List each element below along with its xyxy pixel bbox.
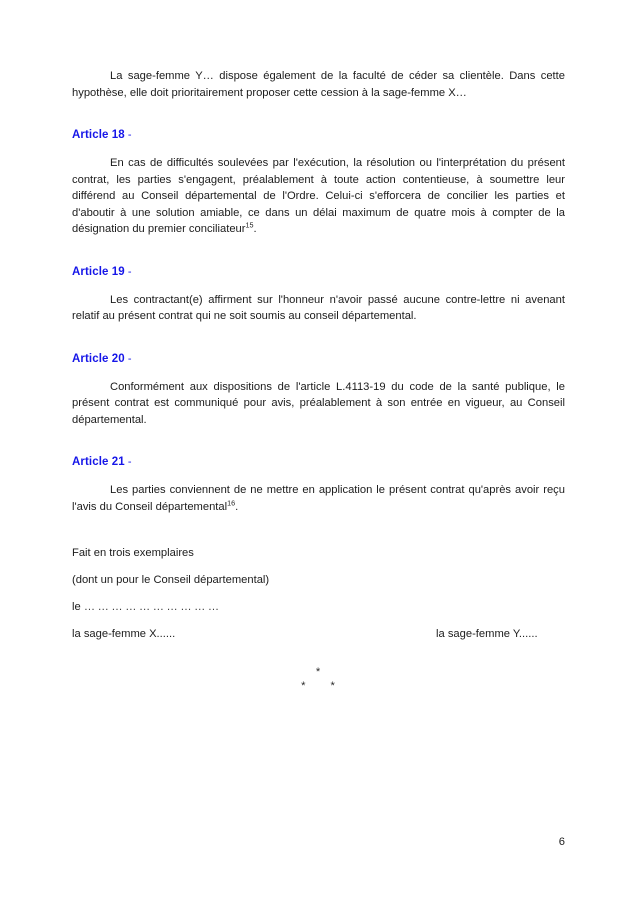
footnote-marker-16: 16 (227, 498, 236, 507)
intro-paragraph: La sage-femme Y… dispose également de la faculté de céder sa clientèle. Dans cette hypothèse, elle doit prioritairement proposer cette cession à la sage-femme X… (72, 70, 565, 99)
article-body-21 (72, 482, 565, 515)
article-heading-19-dash: - (124, 265, 132, 278)
signatory-left: la sage-femme X...... (72, 628, 176, 640)
article-body-18-tail: . (253, 223, 257, 235)
article-body-20-text: Conformément aux dispositions de l'article L.4113-19 du code de la santé publique, le présent contrat est communiqué pour avis, préalablement à son entrée en vigueur, au Conseil départemental. (72, 380, 565, 426)
spacer (72, 101, 565, 128)
spacer (72, 428, 565, 455)
article-heading-20-dash: - (124, 352, 132, 365)
asterisk-ornament (0, 666, 636, 693)
date-line (72, 600, 565, 614)
article-body-20 (72, 379, 565, 429)
signatories-line (72, 627, 565, 641)
article-body-18 (72, 155, 565, 238)
spacer (72, 280, 565, 292)
article-heading-20-label: Article 20 (72, 352, 125, 365)
council-copy-line: (dont un pour le Conseil départemental) (72, 574, 270, 586)
article-body-21-tail: . (235, 500, 239, 513)
ornament-bottom-asterisks: * * (301, 680, 346, 692)
article-heading-20 (72, 352, 565, 367)
spacer (72, 143, 565, 155)
article-body-19 (72, 292, 565, 325)
article-heading-18-dash: - (124, 129, 132, 141)
article-heading-21 (72, 455, 565, 470)
ornament-top-asterisk: * (315, 666, 321, 678)
copies-line: Fait en trois exemplaires (72, 547, 194, 559)
article-heading-19-label: Article 19 (72, 265, 125, 278)
date-dots: ………………………… (83, 601, 222, 613)
spacer (72, 325, 565, 352)
article-heading-18-label: Article 18 (72, 129, 125, 141)
article-heading-21-label: Article 21 (72, 456, 125, 468)
article-body-18-text: En cas de difficultés soulevées par l'exécution, la résolution ou l'interprétation du présent contrat, les parties s'engagent, préalablement à toute action contentieuse, à soumettre leur différend au Conseil départemental de l'Ordre. Celui-ci s'efforcera de concilier les parties et d'aboutir à une solution amiable, ce dans un délai maximum de quatre mois à compter de la désignation du premier conciliateur (72, 157, 565, 235)
article-heading-18 (72, 128, 565, 143)
article-heading-19 (72, 265, 565, 280)
spacer (72, 238, 565, 265)
date-label: le (72, 601, 81, 613)
document-body (72, 68, 565, 515)
spacer (72, 470, 565, 482)
article-body-19-text: Les contractant(e) affirment sur l'honneur n'avoir passé aucune contre-lettre ni avenant relatif au présent contrat qui ne soit soumis au conseil départemental. (72, 293, 565, 322)
footnote-marker-15: 15 (245, 220, 254, 230)
article-heading-21-dash: - (124, 456, 132, 468)
page-number: 6 (558, 836, 565, 848)
signature-block (72, 546, 565, 641)
article-body-21-text: Les parties conviennent de ne mettre en application le présent contrat qu'après avoir reçu l'avis du Conseil départemental (72, 484, 565, 513)
spacer (72, 367, 565, 379)
signatory-right: la sage-femme Y...... (436, 628, 538, 640)
